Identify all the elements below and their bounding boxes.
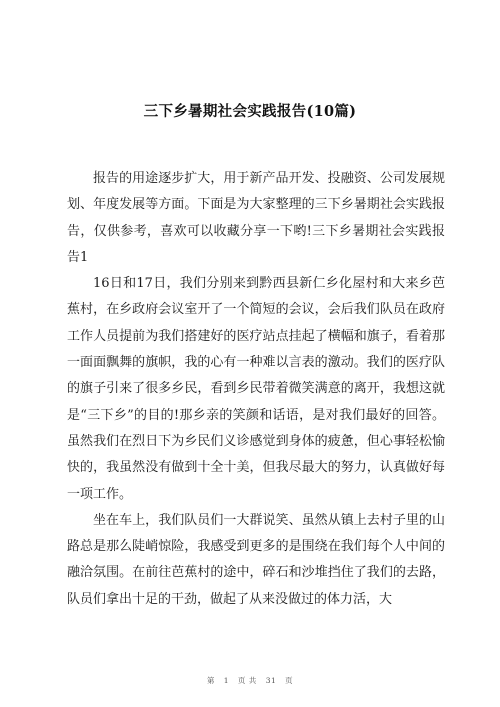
footer-middle: 页 共	[237, 676, 257, 685]
paragraph-3: 坐在车上，我们队员们一大群说笑、虽然从镇上去村子里的山路总是那么陡峭惊险，我感受到更多的是围绕在我们每个人中间的融洽氛围。在前往芭蕉村的途中，碎石和沙堆挡住了我们的去路，队员们拿出十足的干劲，做起了从来没做过的体力活，大	[67, 512, 445, 607]
paragraph-2: 16日和17日，我们分别来到黔西县新仁乡化屋村和大来乡芭蕉村，在乡政府会议室开了一个简短的会议，会后我们队员在政府工作人员提前为我们搭建好的医疗站点挂起了横幅和旗子，看着那一面面飘舞的旗帜，我的心有一种难以言表的激动。我们的医疗队的旗子引来了很多乡民，看到乡民带着微笑满意的离开，我想这就是“三下乡”的目的!那乡亲的笑颜和话语，是对我们最好的回答。虽然我们在烈日下为乡民们义诊感觉到身体的疲惫，但心事轻松愉快的，我虽然没有做到十全十美，但我尽最大的努力，认真做好每一项工作。	[67, 276, 445, 502]
footer-prefix: 第	[206, 676, 215, 685]
footer-page-number: 1	[223, 676, 230, 685]
document-title: 三下乡暑期社会实践报告(10篇)	[143, 103, 357, 120]
footer-suffix: 页	[285, 676, 294, 685]
paragraph-1: 报告的用途逐步扩大，用于新产品开发、投融资、公司发展规划、年度发展等方面。下面是为大家整理的三下乡暑期社会实践报告，仅供参考，喜欢可以收藏分享一下哟!三下乡暑期社会实践报告1	[67, 171, 445, 265]
page-footer	[0, 675, 500, 686]
document-body	[67, 166, 445, 613]
footer-total-pages: 31	[265, 676, 277, 685]
